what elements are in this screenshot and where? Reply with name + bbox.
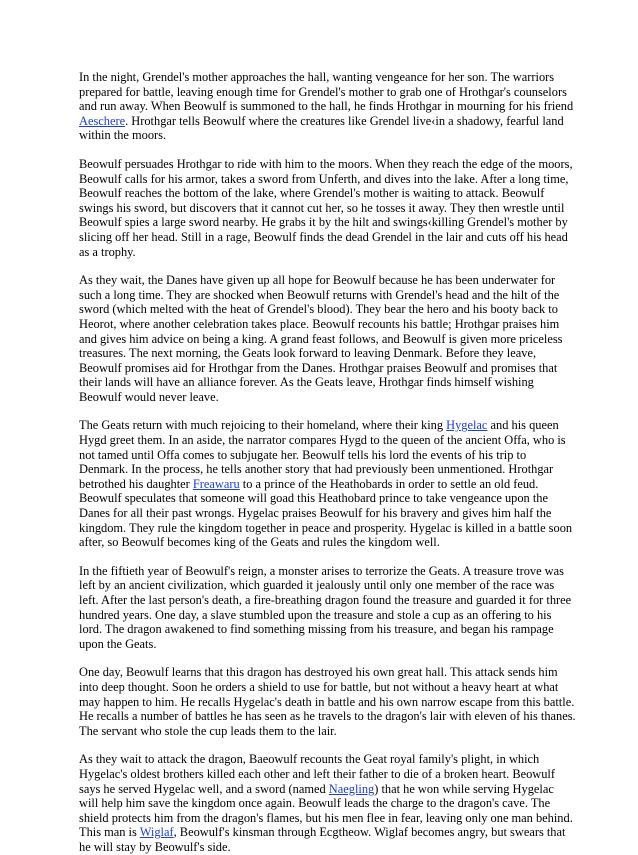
paragraph-text: , Beowulf's kinsman through Ecgtheow. Wiglaf becomes angry, but swears that he will stay by Beowulf's side. — [79, 825, 566, 854]
link-naegling[interactable]: Naegling — [328, 781, 375, 796]
paragraph-3 — [79, 273, 576, 404]
link-wiglaf[interactable]: Wiglaf — [139, 825, 174, 840]
paragraph-text: The Geats return with much rejoicing to their homeland, where their king — [79, 418, 447, 433]
paragraph-text: to a prince of the Heathobards in order to settle an old feud. Beowulf speculates that someone will goad this Heathobard prince to take vengeance upon the Danes for all their past wrongs. Hygelac praises Beowulf for his bravery and gives him half the kingdom. They rule the kingdom together in peace and prosperity. Hygelac is killed in a battle soon after, so Beowulf becomes king of the Geats and rules the kingdom well. — [79, 476, 573, 550]
paragraph-text: In the fiftieth year of Beowulf's reign, a monster arises to terrorize the Geats. A treasure trove was left by an ancient civilization, which guarded it jealously until only one member of the race was left. After the last person's death, a fire-breathing dragon found the treasure and guarded it for three hundred years. One day, a slave stumbled upon the treasure and stole a cup as an offering to his lord. The dragon awakened to find something missing from his treasure, and began his rampage upon the Geats. — [79, 563, 572, 651]
paragraph-text: . Hrothgar tells Beowulf where the creatures like Grendel live‹in a shadowy, fearful land within the moors. — [79, 113, 564, 143]
link-hygelac[interactable]: Hygelac — [446, 418, 488, 433]
link-freawaru[interactable]: Freawaru — [192, 476, 240, 491]
paragraph-text: One day, Beowulf learns that this dragon has destroyed his own great hall. This attack sends him into deep thought. Soon he orders a shield to use for battle, but not without a heavy heart at what may happen to him. He recalls Hygelac's death in battle and his own narrow escape from this battle. He recalls a number of battles he has seen as he travels to the dragon's lair with eleven of his thanes. The servant who stole the cup leads them to the lair. — [79, 665, 576, 738]
paragraph-5 — [79, 564, 576, 652]
link-aeschere[interactable]: Aeschere — [79, 113, 126, 128]
paragraph-2 — [79, 157, 576, 259]
paragraph-6 — [79, 665, 576, 738]
paragraph-text: ) that he won while serving Hygelac will help him save the kingdom once again. Beowulf leads the charge to the dragon's cave. The shield protects him from the dragon's flames, but his men flee in fear, leaving only one man behind. This man is — [79, 781, 573, 840]
paragraph-7 — [79, 752, 576, 854]
paragraph-text: and his queen Hygd greet them. In an aside, the narrator compares Hygd to the queen of the ancient Offa, who is not tamed until Offa comes to subjugate her. Beowulf tells his lord the events of his trip to Denmark. In the process, he tells another story that had previously been unmentioned. Hrothgar betrothed his daughter — [79, 418, 566, 491]
paragraph-text: In the night, Grendel's mother approaches the hall, wanting vengeance for her son. The warriors prepared for battle, leaving enough time for Grendel's mother to grab one of Hrothgar's counselors and run away. When Beowulf is summoned to the hall, he finds Hrothgar in mourning for his friend — [79, 70, 574, 114]
paragraph-4 — [79, 418, 576, 549]
paragraph-text: As they wait, the Danes have given up all hope for Beowulf because he has been underwater for such a long time. They are shocked when Beowulf returns with Grendel's head and the hilt of the sword (which melted with the heat of Grendel's blood). They bear the hero and his booty back to Heorot, where another celebration takes place. Beowulf recounts his battle; Hrothgar praises him and gives him advice on being a king. A grand feast follows, and Beowulf is given more priceless treasures. The next morning, the Geats look forward to leaving Denmark. Before they leave, Beowulf promises aid for Hrothgar from the Danes. Hrothgar praises Beowulf and promises that their lands will have an alliance forever. As the Geats leave, Hrothgar finds himself wishing Beowulf would never leave. — [79, 273, 563, 404]
paragraph-text: As they wait to attack the dragon, Baeowulf recounts the Geat royal family's plight, in which Hygelac's oldest brothers killed each other and left their father to die of a broken heart. Beowulf says he served Hygelac well, and a sword (named — [79, 752, 555, 796]
paragraph-text: Beowulf persuades Hrothgar to ride with him to the moors. When they reach the edge of the moors, Beowulf calls for his armor, takes a sword from Unferth, and dives into the lake. After a long time, Beowulf reaches the bottom of the lake, where Grendel's mother is waiting to attack. Beowulf swings his sword, but discovers that it cannot cut her, so he tosses it away. They then wrestle until Beowulf spies a large sword nearby. He grabs it by the hilt and swings‹killing Grendel's mother by slicing off her head. Still in a rage, Beowulf finds the dead Grendel in the lair and cuts off his head as a trophy. — [79, 156, 573, 259]
paragraph-1 — [79, 70, 576, 143]
